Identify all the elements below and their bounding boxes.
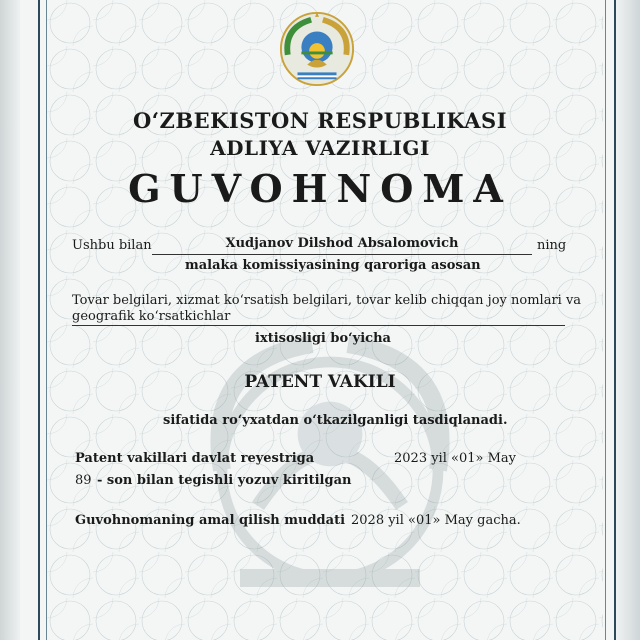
registry-number: 89 xyxy=(75,473,92,488)
registry-number-suffix: - son bilan tegishli yozuv kiritilgan xyxy=(97,473,352,488)
page-edge-left xyxy=(0,0,20,640)
page-edge-right xyxy=(614,0,640,640)
registry-date: 2023 yil «01» May xyxy=(394,451,516,466)
intro-prefix: Ushbu bilan xyxy=(72,238,152,253)
validity-date: 2028 yil «01» May gacha. xyxy=(351,513,521,528)
role-title: PATENT VAKILI xyxy=(244,372,396,392)
holder-name: Xudjanov Dilshod Absalomovich xyxy=(225,236,459,251)
registry-label: Patent vakillari davlat reyestriga xyxy=(75,451,315,466)
specialty-line-1: Tovar belgilari, xizmat ko‘rsatish belgilari, tovar kelib chiqqan joy nomlari va xyxy=(72,293,582,308)
specialty-label: ixtisosligi bo‘yicha xyxy=(255,331,391,346)
document-title: GUVOHNOMA xyxy=(128,166,512,211)
ministry-line-1: O‘ZBEKISTON RESPUBLIKASI xyxy=(132,108,508,133)
intro-suffix: ning xyxy=(537,238,567,253)
specialty-underline xyxy=(72,325,565,326)
specialty-line-2: geografik ko‘rsatkichlar xyxy=(72,309,231,324)
name-underline xyxy=(152,254,532,255)
decision-basis: malaka komissiyasining qaroriga asosan xyxy=(185,258,481,273)
state-emblem xyxy=(278,10,356,88)
ministry-line-2: ADLIYA VAZIRLIGI xyxy=(210,136,430,160)
validity-label: Guvohnomaning amal qilish muddati xyxy=(75,513,346,528)
registration-statement: sifatida ro‘yxatdan o‘tkazilganligi tasdiqlanadi. xyxy=(163,413,508,428)
